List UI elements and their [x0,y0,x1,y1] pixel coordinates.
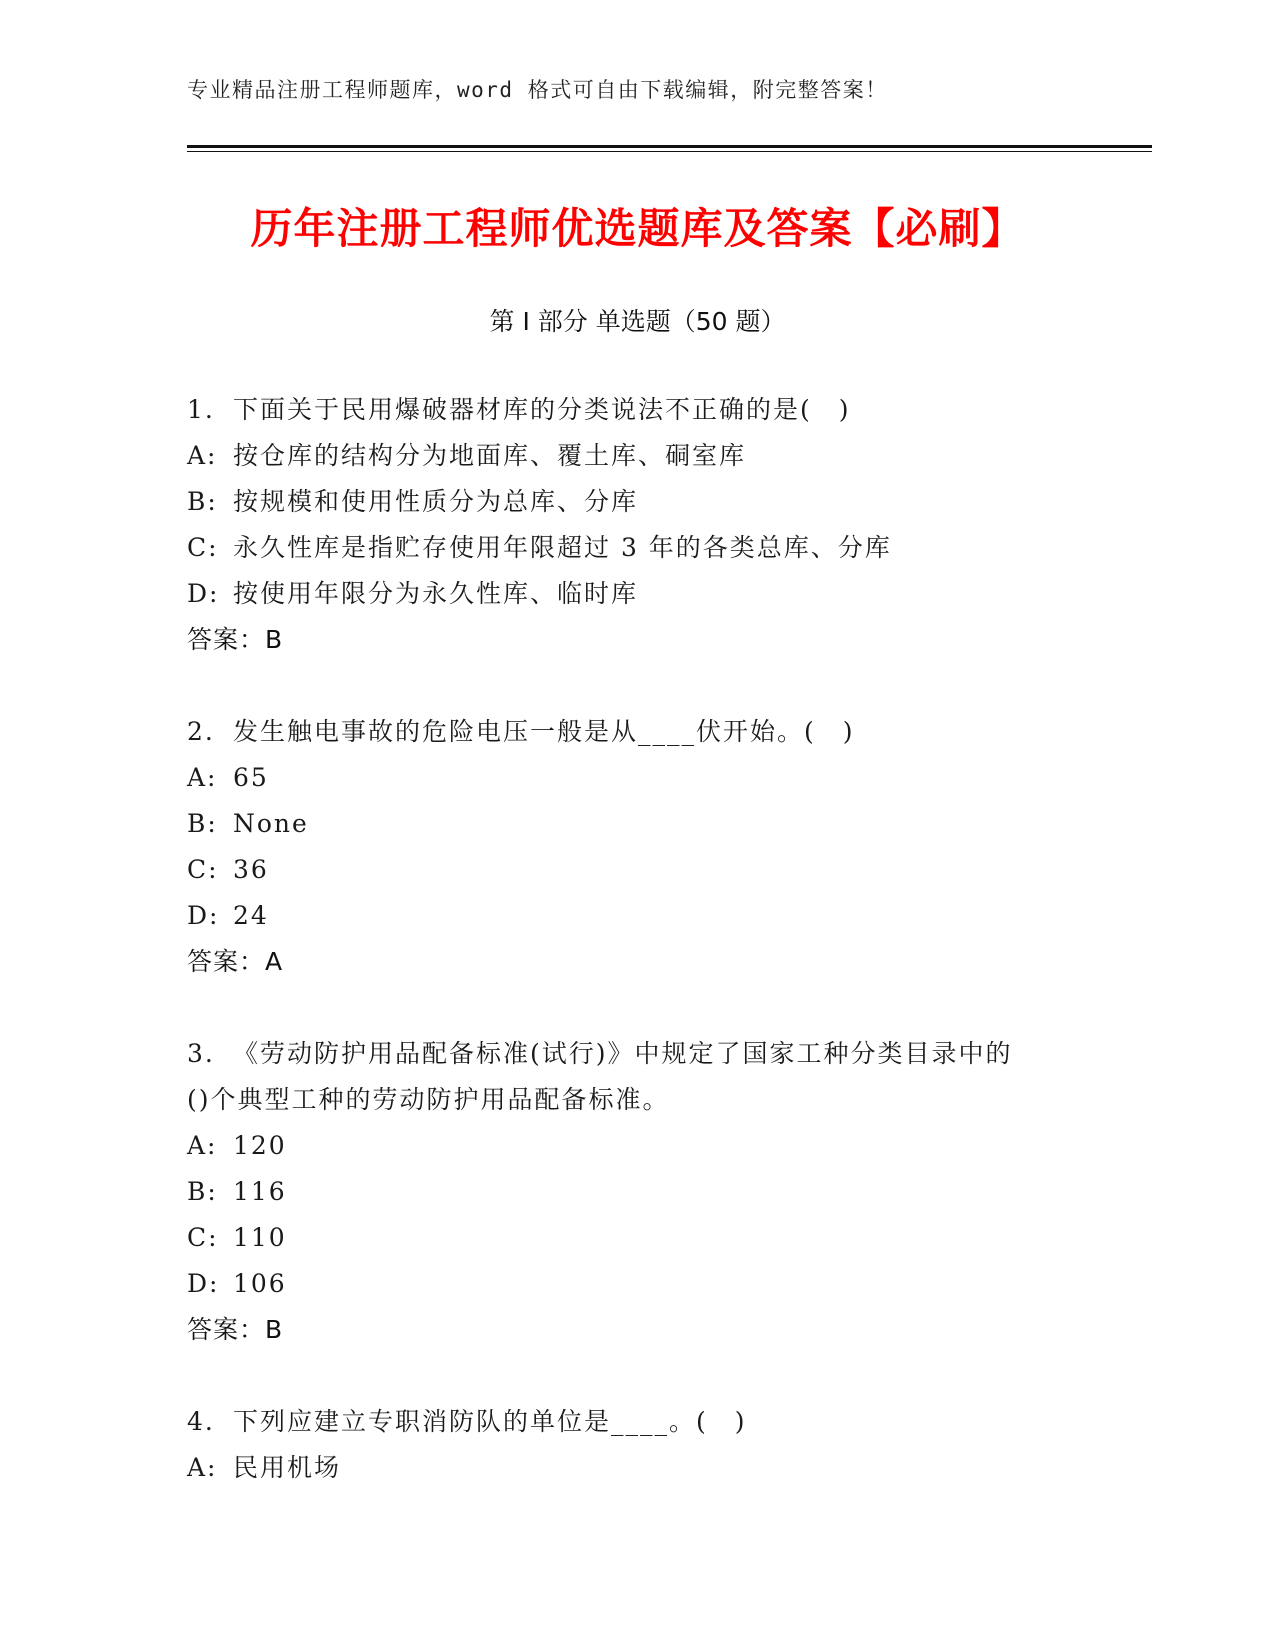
option-a [187,755,1087,801]
option-key: D: [187,579,220,608]
question-stem-text: 《劳动防护用品配备标准(试行)》中规定了国家工种分类目录中的 [233,1039,1013,1068]
option-b [187,479,1087,525]
question-stem-continuation: ()个典型工种的劳动防护用品配备标准。 [187,1085,670,1114]
question-stem-text: 下列应建立专职消防队的单位是____。( ) [233,1407,747,1436]
question-stem [187,387,1087,433]
option-a [187,1123,1087,1169]
option-text: 24 [233,901,269,930]
option-d [187,1261,1087,1307]
option-key: B: [187,1177,218,1206]
option-a [187,1445,1087,1491]
question-number: 1. [187,395,215,424]
question-stem-text: 下面关于民用爆破器材库的分类说法不正确的是( ) [233,395,851,424]
option-text: 110 [233,1223,287,1252]
option-key: A: [187,1453,218,1482]
header-divider-thick [187,145,1152,148]
header-note: 专业精品注册工程师题库，word 格式可自由下载编辑，附完整答案！ [187,78,888,102]
answer-line: 答案：B [187,625,284,654]
option-text: 按使用年限分为永久性库、临时库 [233,579,639,608]
option-key: C: [187,1223,219,1252]
option-text: 按规模和使用性质分为总库、分库 [233,487,639,516]
option-b [187,1169,1087,1215]
option-c [187,1215,1087,1261]
option-c [187,847,1087,893]
option-key: B: [187,809,218,838]
section-title: 第 I 部分 单选题（50 题） [489,307,786,336]
option-text: 民用机场 [233,1453,342,1482]
option-key: A: [187,1131,218,1160]
question-number: 3. [187,1039,215,1068]
question-3 [187,1031,1087,1353]
option-text: 65 [233,763,269,792]
question-stem [187,1399,1087,1445]
question-2 [187,709,1087,985]
option-b [187,801,1087,847]
question-list [187,387,1087,1537]
header-divider-thin [187,151,1152,152]
question-stem [187,1031,1087,1077]
option-key: C: [187,533,219,562]
question-stem [187,709,1087,755]
question-4 [187,1399,1087,1491]
option-text: None [233,809,309,838]
answer-line: 答案：A [187,947,284,976]
option-d [187,893,1087,939]
option-text: 120 [233,1131,287,1160]
option-text: 永久性库是指贮存使用年限超过 3 年的各类总库、分库 [233,533,892,562]
question-number: 2. [187,717,215,746]
answer-line: 答案：B [187,1315,284,1344]
option-text: 按仓库的结构分为地面库、覆土库、硐室库 [233,441,747,470]
option-key: B: [187,487,218,516]
question-number: 4. [187,1407,215,1436]
question-stem-text: 发生触电事故的危险电压一般是从____伏开始。( ) [233,717,855,746]
question-1 [187,387,1087,663]
document-title: 历年注册工程师优选题库及答案【必刷】 [250,204,1025,253]
option-c [187,525,1087,571]
option-key: C: [187,855,219,884]
option-d [187,571,1087,617]
option-a [187,433,1087,479]
option-key: D: [187,1269,220,1298]
option-key: D: [187,901,220,930]
option-text: 116 [233,1177,287,1206]
option-text: 36 [233,855,269,884]
option-key: A: [187,763,218,792]
option-key: A: [187,441,218,470]
option-text: 106 [233,1269,287,1298]
